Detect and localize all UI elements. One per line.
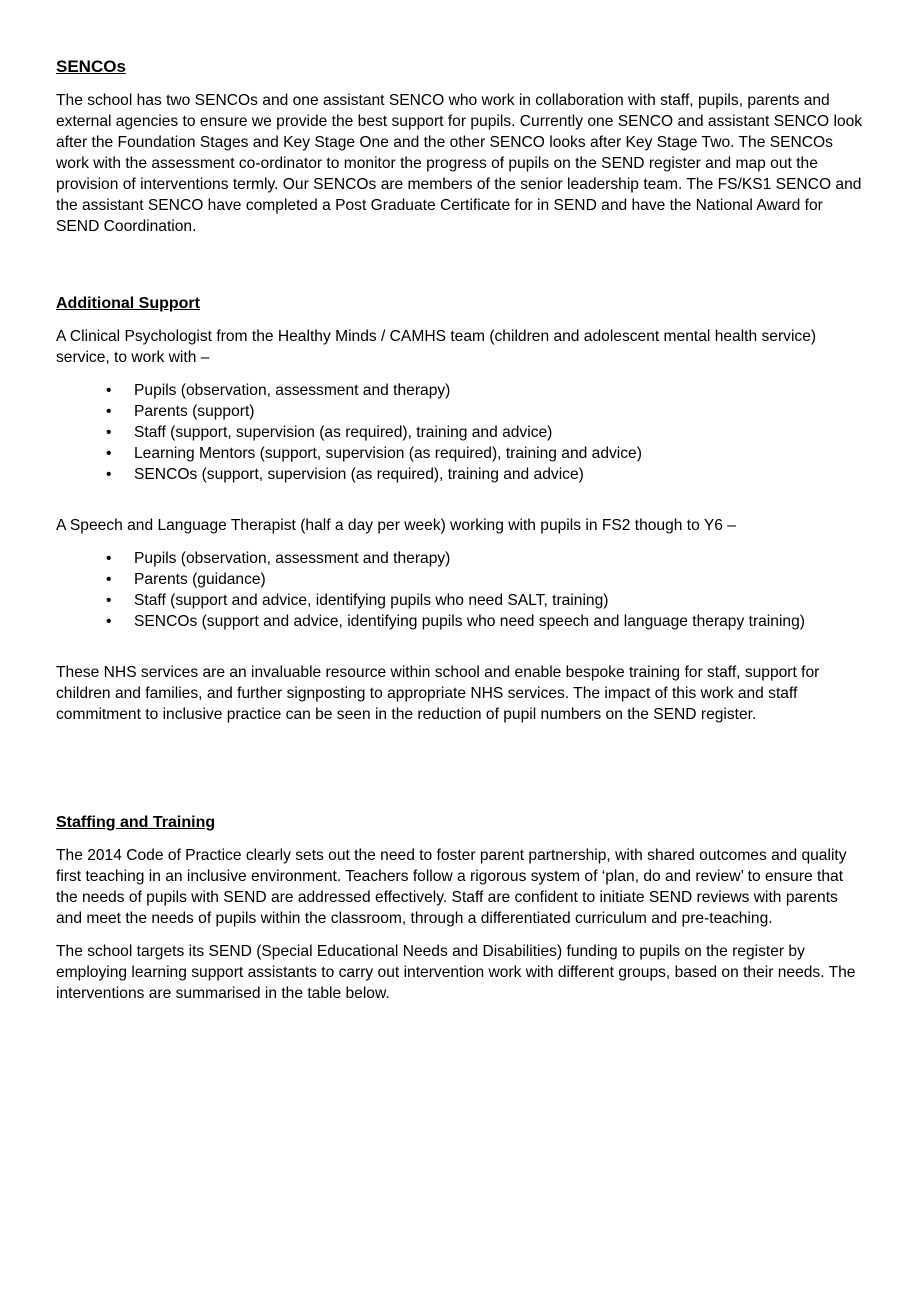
document-page (56, 56, 868, 1016)
clinical-psychologist-intro: A Clinical Psychologist from the Healthy Minds / CAMHS team (children and adolescent mental health service) service, to work with – (56, 328, 817, 366)
sencos-paragraph: The school has two SENCOs and one assistant SENCO who work in collaboration with staff, pupils, parents and external agencies to ensure we provide the best support for pupils. Currently one SENCO and assistant SENCO look after the Foundation Stages and Key Stage One and the other SENCO looks after Key Stage Two. The SENCOs work with the assessment co-ordinator to monitor the progress of pupils on the SEND register and map out the provision of interventions termly. Our SENCOs are members of the senior leadership team. The FS/KS1 SENCO and the assistant SENCO have completed a Post Graduate Certificate for in SEND and have the National Award for SEND Coordination. (56, 92, 863, 235)
spacer (56, 737, 868, 813)
list-item: • Pupils (observation, assessment and therapy) (134, 380, 868, 401)
list-item: • Learning Mentors (support, supervision (as required), training and advice) (134, 443, 868, 464)
list-item: • Pupils (observation, assessment and therapy) (134, 548, 868, 569)
staffing-paragraph-2: The school targets its SEND (Special Educational Needs and Disabilities) funding to pupils on the register by employing learning support assistants to carry out intervention work with different groups, based on their needs. The interventions are summarised in the table below. (56, 943, 856, 1002)
list-item: • Staff (support, supervision (as required), training and advice) (134, 422, 868, 443)
spacer (56, 249, 868, 294)
nhs-services-paragraph: These NHS services are an invaluable resource within school and enable bespoke training for staff, support for children and families, and further signposting to appropriate NHS services. The impact of this work and staff commitment to inclusive practice can be seen in the reduction of pupil numbers on the SEND register. (56, 664, 820, 723)
list-item: • Parents (guidance) (134, 569, 868, 590)
list-item: • Parents (support) (134, 401, 868, 422)
speech-therapist-list (56, 548, 868, 632)
staffing-paragraph-1: The 2014 Code of Practice clearly sets out the need to foster parent partnership, with shared outcomes and quality first teaching in an inclusive environment. Teachers follow a rigorous system of ‘plan, do and review’ to ensure that the needs of pupils with SEND are addressed effectively. Staff are confident to initiate SEND reviews with parents and meet the needs of pupils within the classroom, through a differentiated curriculum and pre-teaching. (56, 847, 847, 927)
sencos-heading: SENCOs (56, 57, 126, 76)
staffing-training-heading: Staffing and Training (56, 814, 216, 831)
additional-support-heading: Additional Support (56, 295, 200, 312)
clinical-psychologist-list (56, 380, 868, 485)
list-item: • SENCOs (support and advice, identifying pupils who need speech and language therapy training) (134, 611, 868, 632)
list-item: • Staff (support and advice, identifying pupils who need SALT, training) (134, 590, 868, 611)
spacer (56, 644, 868, 662)
spacer (56, 497, 868, 515)
speech-therapist-intro: A Speech and Language Therapist (half a day per week) working with pupils in FS2 though to Y6 – (56, 517, 736, 534)
list-item: • SENCOs (support, supervision (as required), training and advice) (134, 464, 868, 485)
